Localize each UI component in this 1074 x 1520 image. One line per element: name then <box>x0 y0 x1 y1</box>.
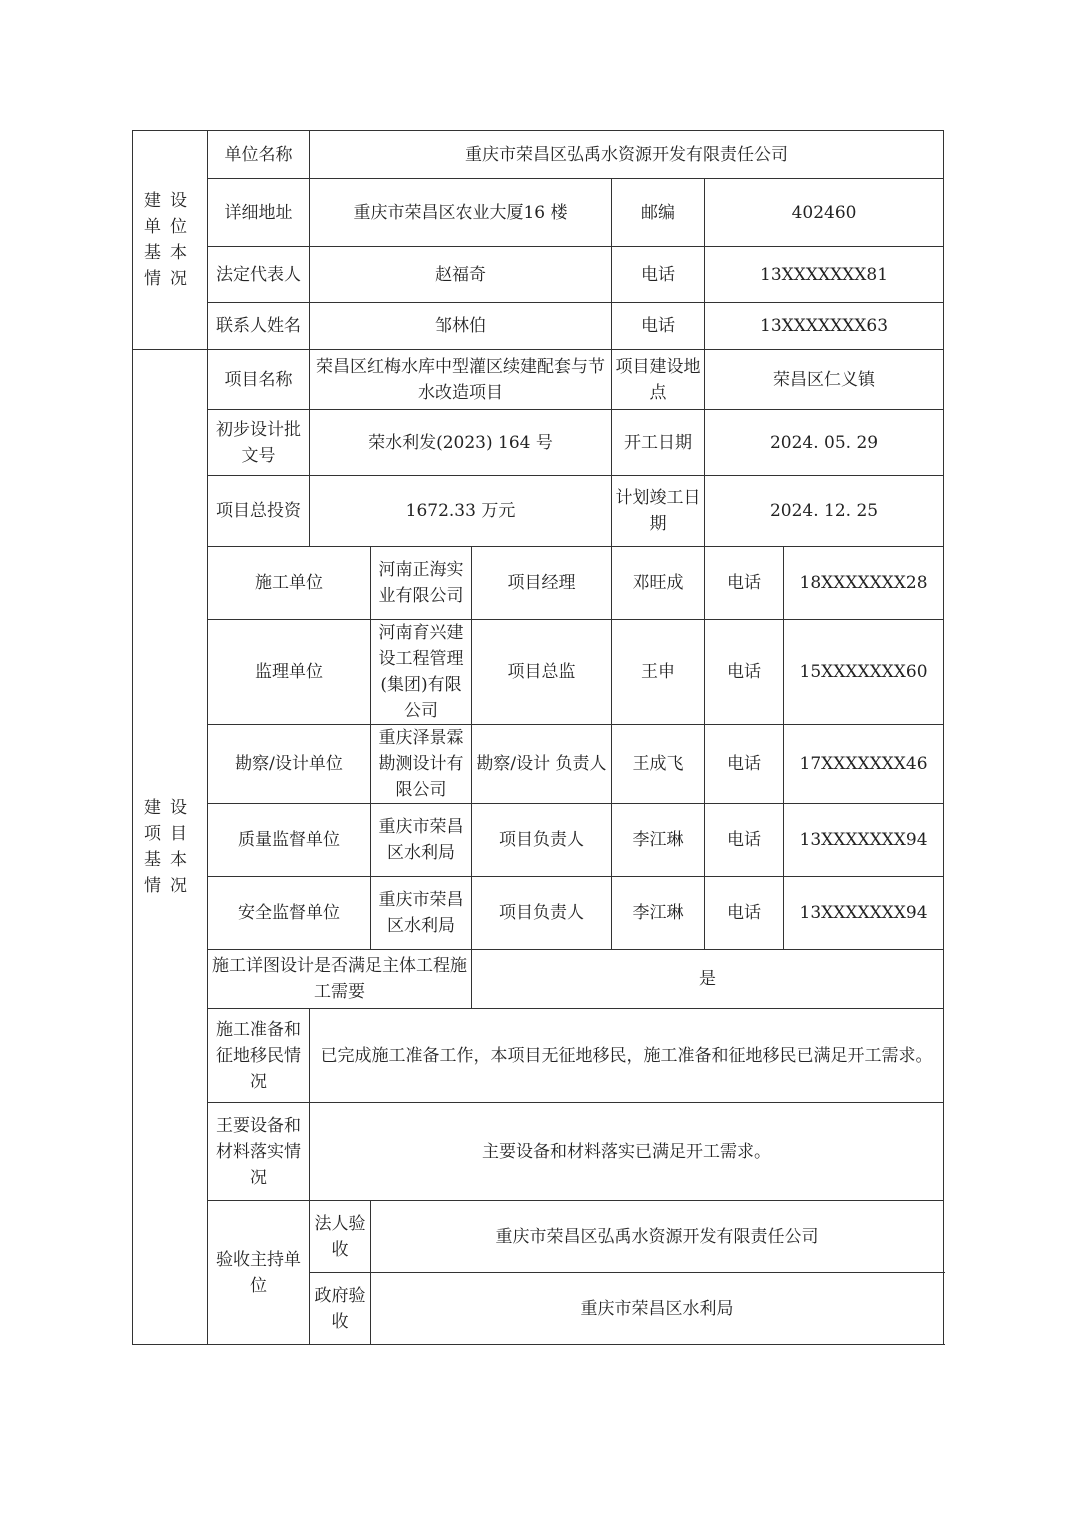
postcode-label: 邮编 <box>612 179 705 247</box>
location-value: 荣昌区仁义镇 <box>705 350 944 410</box>
legal-acceptance-value: 重庆市荣昌区弘禹水资源开发有限责任公司 <box>371 1201 944 1273</box>
unit-company: 重庆泽景霖勘测设计有限公司 <box>371 725 472 804</box>
legal-rep-label: 法定代表人 <box>208 247 310 303</box>
design-question-value: 是 <box>472 950 944 1009</box>
investment-label: 项目总投资 <box>208 476 310 547</box>
legal-rep-phone: 13XXXXXXX81 <box>705 247 944 303</box>
unit-name-value: 重庆市荣昌区弘禹水资源开发有限责任公司 <box>310 131 944 179</box>
unit-person-role: 项目负责人 <box>472 804 612 877</box>
legal-rep-value: 赵福奇 <box>310 247 612 303</box>
design-question-label: 施工详图设计是否满足主体工程施工需要 <box>208 950 472 1009</box>
unit-person: 李江琳 <box>612 877 705 950</box>
unit-company: 河南育兴建设工程管理(集团)有限公司 <box>371 620 472 725</box>
prep-value: 已完成施工准备工作，本项目无征地移民，施工准备和征地移民已满足开工需求。 <box>310 1009 944 1103</box>
unit-person: 王成飞 <box>612 725 705 804</box>
address-label: 详细地址 <box>208 179 310 247</box>
unit-role: 监理单位 <box>208 620 371 725</box>
gov-acceptance-label: 政府验收 <box>310 1273 371 1345</box>
unit-company: 河南正海实业有限公司 <box>371 547 472 620</box>
gov-acceptance-value: 重庆市荣昌区水利局 <box>371 1273 944 1345</box>
phone-label: 电话 <box>705 620 784 725</box>
project-name-value: 荣昌区红梅水库中型灌区续建配套与节水改造项目 <box>310 350 612 410</box>
project-info-form <box>132 130 944 1345</box>
phone-label: 电话 <box>705 547 784 620</box>
start-date-value: 2024. 05. 29 <box>705 410 944 476</box>
phone-label: 电话 <box>705 877 784 950</box>
unit-phone: 13XXXXXXX94 <box>784 877 944 950</box>
unit-role: 施工单位 <box>208 547 371 620</box>
unit-person-role: 项目总监 <box>472 620 612 725</box>
unit-person: 邓旺成 <box>612 547 705 620</box>
unit-role: 质量监督单位 <box>208 804 371 877</box>
phone-label: 电话 <box>705 725 784 804</box>
start-date-label: 开工日期 <box>612 410 705 476</box>
unit-phone: 17XXXXXXX46 <box>784 725 944 804</box>
unit-person-role: 勘察/设计 负责人 <box>472 725 612 804</box>
unit-person: 李江琳 <box>612 804 705 877</box>
unit-phone: 15XXXXXXX60 <box>784 620 944 725</box>
location-label: 项目建设地点 <box>612 350 705 410</box>
unit-person-role: 项目经理 <box>472 547 612 620</box>
approval-label: 初步设计批文号 <box>208 410 310 476</box>
equipment-label: 王要设备和材料落实情况 <box>208 1103 310 1201</box>
phone-label: 电话 <box>612 247 705 303</box>
legal-acceptance-label: 法人验收 <box>310 1201 371 1273</box>
unit-role: 安全监督单位 <box>208 877 371 950</box>
approval-value: 荣水利发(2023) 164 号 <box>310 410 612 476</box>
unit-person-role: 项目负责人 <box>472 877 612 950</box>
project-name-label: 项目名称 <box>208 350 310 410</box>
investment-value: 1672.33 万元 <box>310 476 612 547</box>
unit-company: 重庆市荣昌区水利局 <box>371 804 472 877</box>
contact-value: 邹林伯 <box>310 303 612 350</box>
finish-date-value: 2024. 12. 25 <box>705 476 944 547</box>
phone-label: 电话 <box>705 804 784 877</box>
prep-label: 施工准备和征地移民情况 <box>208 1009 310 1103</box>
unit-phone: 18XXXXXXX28 <box>784 547 944 620</box>
unit-phone: 13XXXXXXX94 <box>784 804 944 877</box>
phone-label: 电话 <box>612 303 705 350</box>
contact-phone: 13XXXXXXX63 <box>705 303 944 350</box>
address-value: 重庆市荣昌区农业大厦16 楼 <box>310 179 612 247</box>
unit-name-label: 单位名称 <box>208 131 310 179</box>
unit-role: 勘察/设计单位 <box>208 725 371 804</box>
finish-date-label: 计划竣工日期 <box>612 476 705 547</box>
section-construction-project: 建设项目基本情况 <box>133 350 208 1345</box>
section-construction-unit: 建设单位基本情况 <box>133 131 208 350</box>
unit-person: 王申 <box>612 620 705 725</box>
unit-company: 重庆市荣昌区水利局 <box>371 877 472 950</box>
contact-label: 联系人姓名 <box>208 303 310 350</box>
postcode-value: 402460 <box>705 179 944 247</box>
equipment-value: 主要设备和材料落实已满足开工需求。 <box>310 1103 944 1201</box>
section-acceptance-unit: 验收主持单位 <box>208 1201 310 1345</box>
